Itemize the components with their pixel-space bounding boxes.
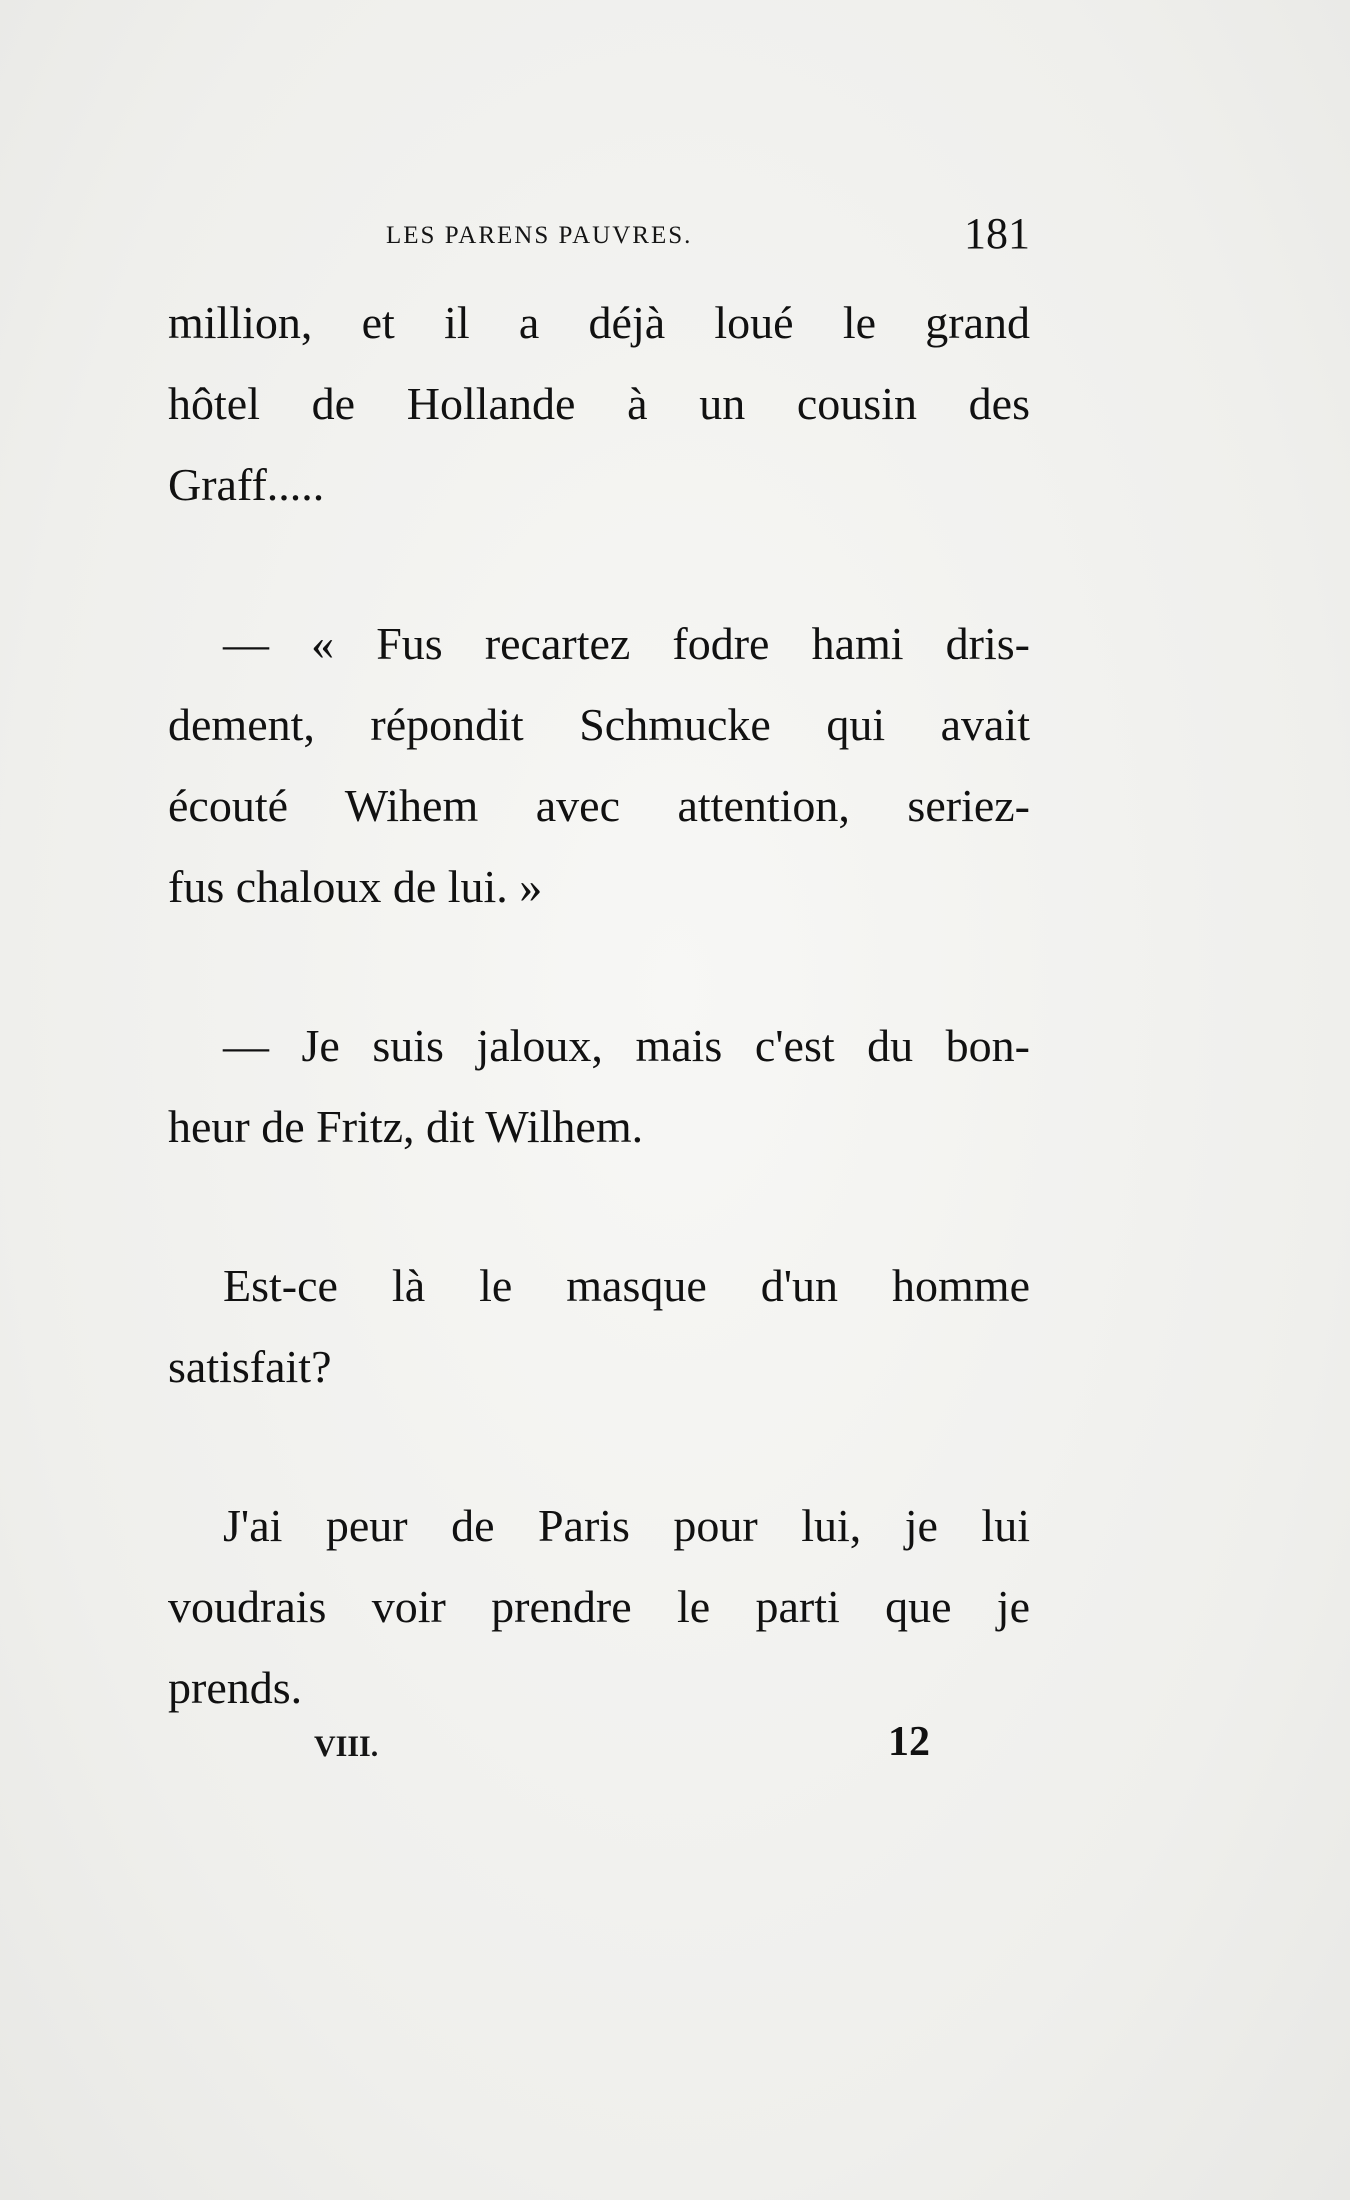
text-line: hôtel de Hollande à un cousin des <box>168 378 1030 429</box>
text-line: Est-ce là le masque d'un homme <box>223 1260 1030 1311</box>
text-line: dement, répondit Schmucke qui avait <box>168 699 1030 750</box>
text-line: J'ai peur de Paris pour lui, je lui <box>223 1500 1030 1551</box>
text-line: — « Fus recartez fodre hami dris- <box>223 618 1030 669</box>
paragraph-gap <box>168 927 1030 1005</box>
body-text <box>168 282 1030 1728</box>
page-header <box>168 208 1030 268</box>
text-line: fus chaloux de lui. » <box>168 861 543 912</box>
text-line: écouté Wihem avec attention, seriez- <box>168 780 1030 831</box>
text-line: prends. <box>168 1662 303 1713</box>
text-line: million, et il a déjà loué le grand <box>168 297 1030 348</box>
text-line: voudrais voir prendre le parti que je <box>168 1581 1030 1632</box>
page-footer <box>168 1718 1030 1778</box>
text-line: — Je suis jaloux, mais c'est du bon- <box>223 1020 1030 1071</box>
paragraph-gap <box>168 525 1030 603</box>
running-title: LES PARENS PAUVRES. <box>386 222 693 249</box>
text-line: satisfait? <box>168 1341 332 1392</box>
sheet-number: 12 <box>888 1719 930 1765</box>
text-line: Graff..... <box>168 459 325 510</box>
paragraph-gap <box>168 1167 1030 1245</box>
page-number: 181 <box>964 209 1030 258</box>
signature-mark: VIII. <box>314 1730 379 1763</box>
text-line: heur de Fritz, dit Wilhem. <box>168 1101 644 1152</box>
paragraph-gap <box>168 1407 1030 1485</box>
